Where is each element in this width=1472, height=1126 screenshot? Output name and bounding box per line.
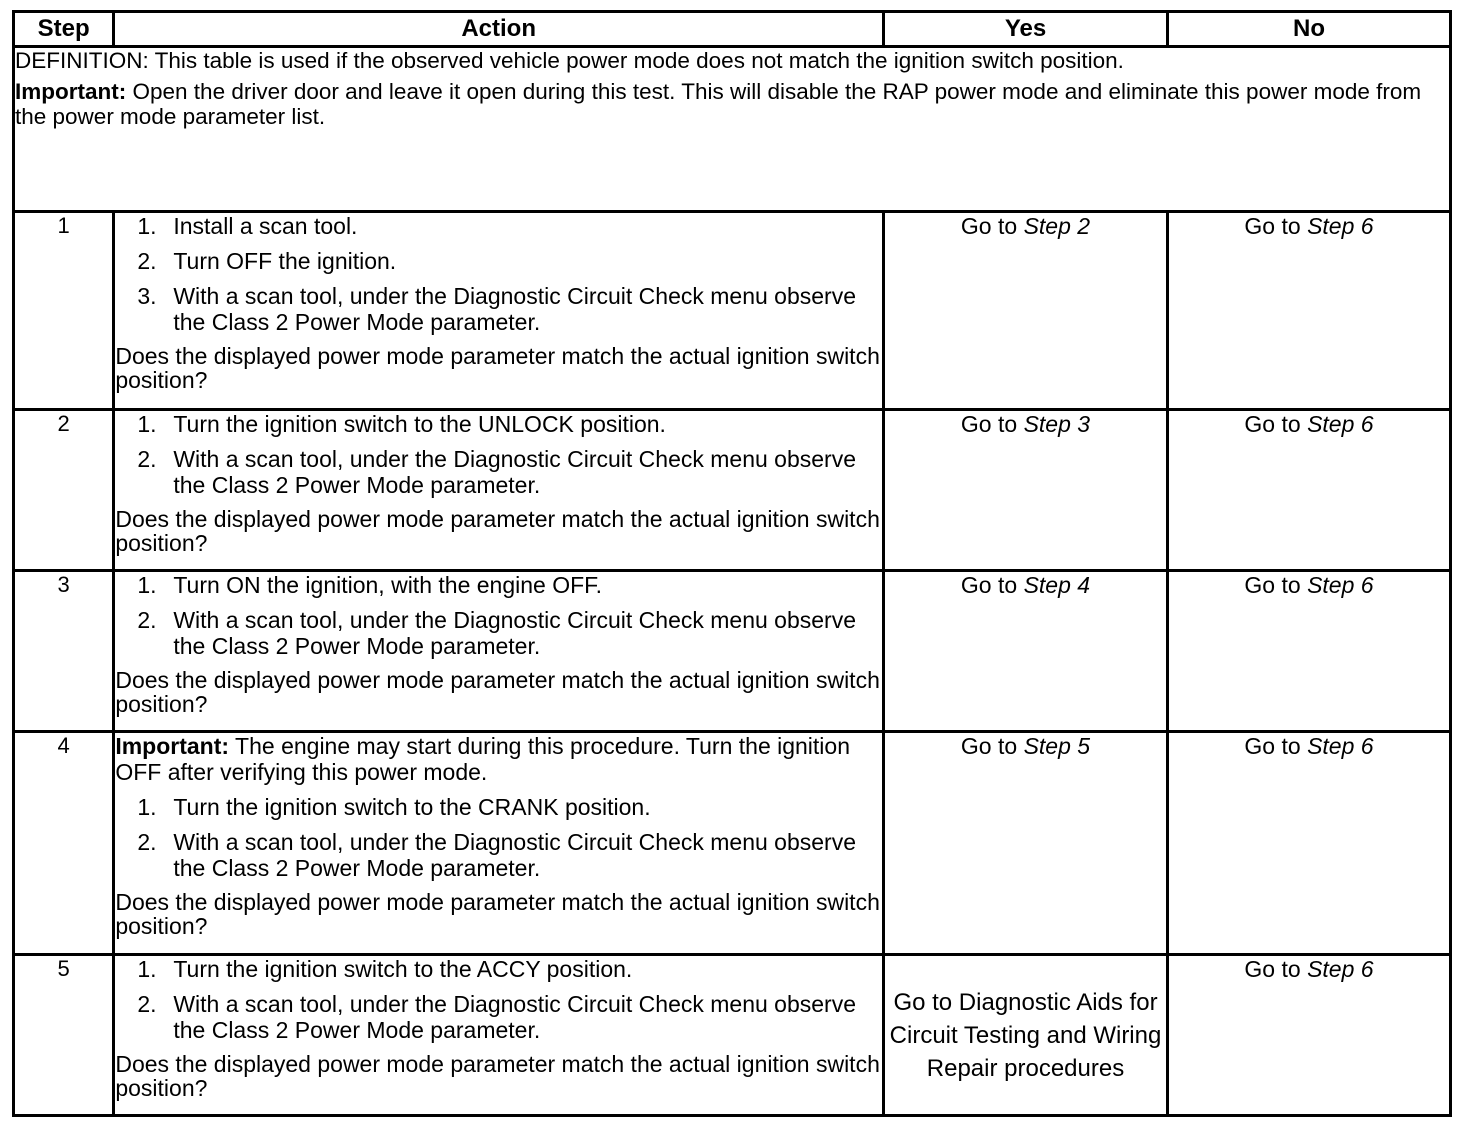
action-question: Does the displayed power mode parameter match the actual ignition switch position? xyxy=(115,667,880,717)
action-cell xyxy=(114,571,884,732)
yes-cell: Go to Step 2 xyxy=(884,212,1168,410)
yes-step-ref: Step 2 xyxy=(1023,213,1091,239)
item-number: 1. xyxy=(137,956,157,982)
item-number: 1. xyxy=(137,213,157,239)
action-item: 1. Turn ON the ignition, with the engine OFF. xyxy=(137,572,603,598)
no-cell: Go to Step 6 xyxy=(1168,410,1451,571)
yes-step-ref: Step 3 xyxy=(1023,411,1091,437)
action-question: Does the displayed power mode parameter match the actual ignition switch position? xyxy=(115,343,880,393)
yes-step-ref: Step 4 xyxy=(1023,572,1091,598)
action-cell xyxy=(114,732,884,955)
step-number: 2 xyxy=(14,410,114,571)
header-action: Action xyxy=(114,12,884,47)
table-row xyxy=(14,212,1451,410)
no-step-ref: Step 6 xyxy=(1307,733,1374,759)
action-list xyxy=(115,411,882,498)
header-step: Step xyxy=(14,12,114,47)
step-number: 5 xyxy=(14,955,114,1116)
header-no: No xyxy=(1168,12,1451,47)
action-cell xyxy=(114,410,884,571)
header-row xyxy=(14,12,1451,47)
no-step-ref: Step 6 xyxy=(1307,411,1374,437)
step-number: 1 xyxy=(14,212,114,410)
definition-paragraph xyxy=(15,48,1449,73)
important-text: Open the driver door and leave it open during this test. This will disable the RAP power mode and eliminate this power mode from the power mode parameter list. xyxy=(15,79,1422,129)
definition-cell xyxy=(14,47,1451,212)
no-step-ref: Step 6 xyxy=(1307,572,1374,598)
yes-cell: Go to Step 3 xyxy=(884,410,1168,571)
action-item: 2. Turn OFF the ignition. xyxy=(137,248,397,274)
action-item: 2. With a scan tool, under the Diagnostic Circuit Check menu observe the Class 2 Power Mode parameter. xyxy=(137,991,856,1043)
action-list xyxy=(115,956,882,1043)
no-cell: Go to Step 6 xyxy=(1168,212,1451,410)
important-label: Important: xyxy=(15,79,127,104)
action-cell xyxy=(114,955,884,1116)
yes-cell: Go to Step 4 xyxy=(884,571,1168,732)
definition-important xyxy=(15,79,1449,129)
action-item: 2. With a scan tool, under the Diagnostic Circuit Check menu observe the Class 2 Power Mode parameter. xyxy=(137,829,856,881)
definition-row xyxy=(14,47,1451,212)
yes-cell: Go to Diagnostic Aids for Circuit Testing and Wiring Repair procedures xyxy=(884,955,1168,1116)
no-cell: Go to Step 6 xyxy=(1168,571,1451,732)
item-number: 2. xyxy=(137,248,157,274)
item-number: 2. xyxy=(137,607,157,633)
step-number: 4 xyxy=(14,732,114,955)
item-number: 2. xyxy=(137,446,157,472)
step-number: 3 xyxy=(14,571,114,732)
no-cell: Go to Step 6 xyxy=(1168,955,1451,1116)
action-item: 2. With a scan tool, under the Diagnostic Circuit Check menu observe the Class 2 Power Mode parameter. xyxy=(137,607,856,659)
action-item: 1. Turn the ignition switch to the ACCY position. xyxy=(137,956,633,982)
important-text: The engine may start during this procedure. Turn the ignition OFF after verifying this power mode. xyxy=(115,733,851,785)
item-number: 1. xyxy=(137,794,157,820)
action-list xyxy=(115,213,882,335)
yes-step-ref: Step 5 xyxy=(1023,733,1091,759)
action-question: Does the displayed power mode parameter match the actual ignition switch position? xyxy=(115,889,880,939)
table-row xyxy=(14,571,1451,732)
diagnostic-table xyxy=(12,10,1452,1117)
no-step-ref: Step 6 xyxy=(1307,213,1374,239)
step-important-note xyxy=(115,733,882,785)
action-list xyxy=(115,794,882,881)
action-cell xyxy=(114,212,884,410)
table-row xyxy=(14,732,1451,955)
important-label: Important: xyxy=(115,733,230,759)
action-item: 2. With a scan tool, under the Diagnostic Circuit Check menu observe the Class 2 Power Mode parameter. xyxy=(137,446,856,498)
action-item: 1. Turn the ignition switch to the UNLOCK position. xyxy=(137,411,666,437)
no-cell: Go to Step 6 xyxy=(1168,732,1451,955)
action-question: Does the displayed power mode parameter match the actual ignition switch position? xyxy=(115,506,880,556)
action-item: 1. Turn the ignition switch to the CRANK position. xyxy=(137,794,651,820)
yes-cell: Go to Step 5 xyxy=(884,732,1168,955)
action-item: 1. Install a scan tool. xyxy=(137,213,358,239)
item-number: 2. xyxy=(137,829,157,855)
definition-label: DEFINITION: xyxy=(15,48,149,73)
table-row xyxy=(14,955,1451,1116)
action-question: Does the displayed power mode parameter match the actual ignition switch position? xyxy=(115,1051,880,1101)
table-row xyxy=(14,410,1451,571)
item-number: 2. xyxy=(137,991,157,1017)
action-list xyxy=(115,572,882,659)
header-yes: Yes xyxy=(884,12,1168,47)
item-number: 1. xyxy=(137,572,157,598)
definition-text: This table is used if the observed vehicle power mode does not match the ignition switch position. xyxy=(154,48,1124,73)
item-number: 3. xyxy=(137,283,157,309)
no-step-ref: Step 6 xyxy=(1307,956,1374,982)
item-number: 1. xyxy=(137,411,157,437)
action-item: 3. With a scan tool, under the Diagnostic Circuit Check menu observe the Class 2 Power Mode parameter. xyxy=(137,283,856,335)
